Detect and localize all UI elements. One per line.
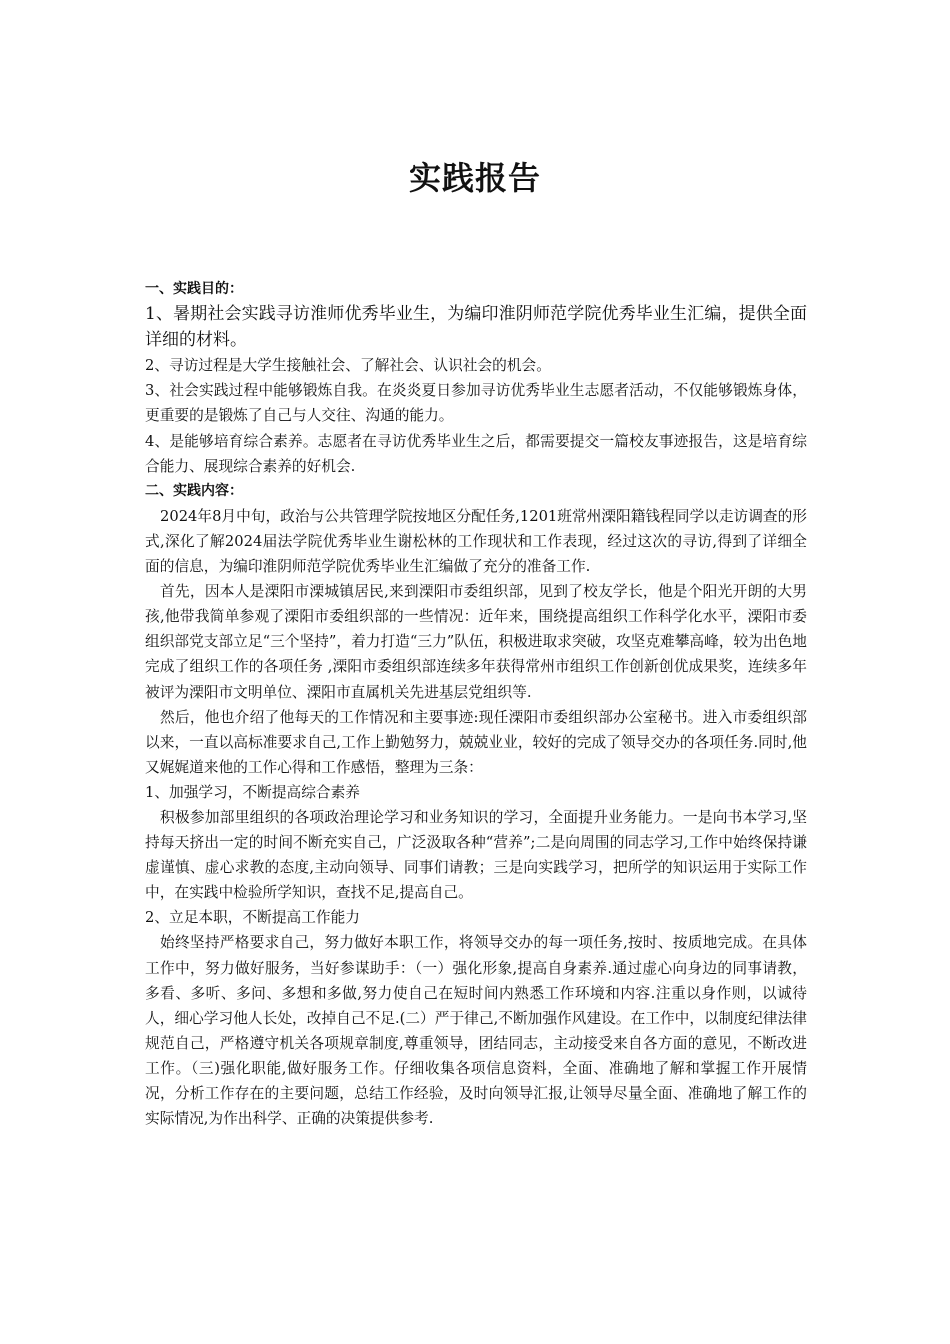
- content-paragraph-3: 然后，他也介绍了他每天的工作情况和主要事迹:现任溧阳市委组织部办公室秘书。进入市委组织部以来，一直以高标准要求自己,工作上勤勉努力，兢兢业业，较好的完成了领导交办的各项任务.同时,他又娓娓道来他的工作心得和工作感悟，整理为三条：: [145, 708, 807, 776]
- section-heading-purpose: 一、实践目的：: [145, 281, 243, 297]
- point-1-body: 积极参加部里组织的各项政治理论学习和业务知识的学习，全面提升业务能力。一是向书本学习,坚持每天挤出一定的时间不断充实自己，广泛汲取各种“营养”;二是向周围的同志学习,工作中始终保持谦虚谨慎、虚心求教的态度,主动向领导、同事们请教；三是向实践学习，把所学的知识运用于实际工作中，在实践中检验所学知识，查找不足,提高自己。: [145, 808, 807, 902]
- purpose-item-4: 4、是能够培育综合素养。志愿者在寻访优秀毕业生之后，都需要提交一篇校友事迹报告，这是培育综合能力、展现综合素养的好机会.: [145, 432, 807, 475]
- purpose-item-3: 3、社会实践过程中能够锻炼自我。在炎炎夏日参加寻访优秀毕业生志愿者活动，不仅能够锻炼身体，更重要的是锻炼了自己与人交往、沟通的能力。: [145, 382, 807, 425]
- document-title: 实践报告: [408, 159, 541, 197]
- purpose-item-1: 1、暑期社会实践寻访淮师优秀毕业生，为编印淮阴师范学院优秀毕业生汇编，提供全面详细的材料。: [145, 304, 807, 350]
- point-2-body: 始终坚持严格要求自己，努力做好本职工作，将领导交办的每一项任务,按时、按质地完成。在具体工作中，努力做好服务，当好参谋助手：（一）强化形象,提高自身素养.通过虚心向身边的同事请教，多看、多听、多问、多想和多做,努力使自己在短时间内熟悉工作环境和内容.注重以身作则，以诚待人，细心学习他人长处，改掉自己不足.(二）严于律己,不断加强作风建设。在工作中，以制度纪律法律规范自己，严格遵守机关各项规章制度,尊重领导，团结同志，主动接受来自各方面的意见，不断改进工作。（三)强化职能,做好服务工作。仔细收集各项信息资料，全面、准确地了解和掌握工作开展情况，分析工作存在的主要问题，总结工作经验，及时向领导汇报,让领导尽量全面、准确地了解工作的实际情况,为作出科学、正确的决策提供参考.: [145, 934, 807, 1128]
- purpose-item-2: 2、寻访过程是大学生接触社会、了解社会、认识社会的机会。: [145, 357, 551, 375]
- content-paragraph-1: 2024年8月中旬，政治与公共管理学院按地区分配任务,1201班常州溧阳籍钱程同学以走访调查的形式,深化了解2024届法学院优秀毕业生谢松林的工作现状和工作表现，经过这次的寻访,得到了详细全面的信息，为编印淮阴师范学院优秀毕业生汇编做了充分的准备工作.: [145, 507, 807, 576]
- content-paragraph-2: 首先，因本人是溧阳市溧城镇居民,来到溧阳市委组织部，见到了校友学长，他是个阳光开朗的大男孩,他带我简单参观了溧阳市委组织部的一些情况：近年来，围绕提高组织工作科学化水平，溧阳市委组织部党支部立足“三个坚持”，着力打造“三力”队伍，积极进取求突破，攻坚克难攀高峰，较为出色地完成了组织工作的各项任务 ,溧阳市委组织部连续多年获得常州市组织工作创新创优成果奖，连续多年被评为溧阳市文明单位、溧阳市直属机关先进基层党组织等.: [145, 583, 807, 701]
- point-2-title: 2、立足本职，不断提高工作能力: [145, 909, 360, 927]
- section-heading-content: 二、实践内容：: [145, 482, 243, 499]
- document-body: [145, 277, 807, 1131]
- point-1-title: 1、加强学习，不断提高综合素养: [145, 783, 360, 801]
